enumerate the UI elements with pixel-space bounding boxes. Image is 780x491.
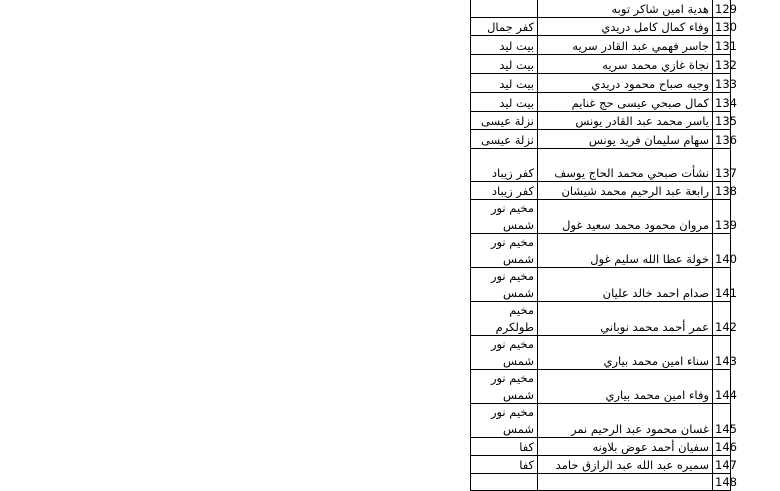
location-cell[interactable]: مخيم نور شمس (471, 404, 538, 438)
location-cell[interactable]: مخيم نور شمس (471, 200, 538, 234)
table-row (471, 234, 731, 268)
location-cell[interactable]: كفا (471, 438, 538, 456)
name-cell[interactable]: وفاء امين محمد بياري (538, 370, 713, 404)
name-cell[interactable]: سميره عبد الله عبد الرازق حامد (538, 456, 713, 474)
location-cell[interactable]: نزلة عيسى (471, 130, 538, 149)
spreadsheet-table-region (470, 0, 737, 491)
location-cell[interactable] (471, 474, 538, 491)
location-cell[interactable]: كفر جمال (471, 18, 538, 36)
row-number-cell[interactable]: 143 (713, 336, 731, 370)
location-cell[interactable]: مخيم نور شمس (471, 268, 538, 302)
name-cell[interactable]: ياسر محمد عبد القادر يونس (538, 112, 713, 130)
location-cell[interactable]: مخيم نور شمس (471, 234, 538, 268)
table-row (471, 112, 731, 130)
location-cell[interactable]: كفا (471, 456, 538, 474)
name-cell[interactable]: سفيان أحمد عوض بلاونه (538, 438, 713, 456)
location-cell[interactable]: نزلة عيسى (471, 112, 538, 130)
table-row (471, 182, 731, 200)
row-number-cell[interactable]: 135 (713, 112, 731, 130)
location-cell[interactable] (471, 0, 538, 18)
table-row (471, 404, 731, 438)
name-cell[interactable]: جاسر فهمي عبد القادر سريه (538, 36, 713, 55)
row-number-cell[interactable]: 130 (713, 18, 731, 36)
table-body (471, 0, 737, 491)
name-cell[interactable]: صدام احمد خالد عليان (538, 268, 713, 302)
row-number-cell[interactable]: 141 (713, 268, 731, 302)
row-number-cell[interactable]: 136 (713, 130, 731, 149)
row-number-cell[interactable]: 132 (713, 55, 731, 74)
row-number-cell[interactable]: 131 (713, 36, 731, 55)
name-cell[interactable]: مروان محمود محمد سعيد غول (538, 200, 713, 234)
row-number-cell[interactable]: 137 (713, 149, 731, 182)
row-number-cell[interactable]: 142 (713, 302, 731, 336)
row-number-cell[interactable]: 140 (713, 234, 731, 268)
name-cell[interactable]: عمر أحمد محمد نوباني (538, 302, 713, 336)
names-table (470, 0, 737, 491)
row-number-cell[interactable]: 147 (713, 456, 731, 474)
table-row (471, 302, 731, 336)
table-row (471, 130, 731, 149)
name-cell[interactable]: غسان محمود عبد الرحيم نمر (538, 404, 713, 438)
name-cell[interactable]: وجيه صباح محمود دريدي (538, 74, 713, 93)
table-row (471, 200, 731, 234)
location-cell[interactable]: مخيم طولكرم (471, 302, 538, 336)
row-number-cell[interactable]: 146 (713, 438, 731, 456)
name-cell[interactable]: هدية امين شاكر توبه (538, 0, 713, 18)
name-cell[interactable]: نشأت صبحي محمد الحاج يوسف (538, 149, 713, 182)
table-row (471, 336, 731, 370)
row-number-cell[interactable]: 144 (713, 370, 731, 404)
location-cell[interactable]: بيت ليد (471, 55, 538, 74)
row-number-cell[interactable]: 138 (713, 182, 731, 200)
table-row (471, 74, 731, 93)
location-cell[interactable]: مخيم نور شمس (471, 370, 538, 404)
name-cell[interactable]: كمال صبحي عيسى حج غنايم (538, 93, 713, 112)
location-cell[interactable]: كفر زيباد (471, 149, 538, 182)
table-row (471, 93, 731, 112)
table-row (471, 18, 731, 36)
location-cell[interactable]: كفر زيباد (471, 182, 538, 200)
table-row (471, 474, 731, 491)
row-number-cell[interactable]: 129 (713, 0, 731, 18)
name-cell[interactable]: خولة عطا الله سليم غول (538, 234, 713, 268)
table-row (471, 370, 731, 404)
location-cell[interactable]: بيت ليد (471, 36, 538, 55)
row-number-cell[interactable]: 145 (713, 404, 731, 438)
row-number-cell[interactable]: 139 (713, 200, 731, 234)
row-number-cell[interactable]: 148 (713, 474, 731, 491)
name-cell[interactable] (538, 474, 713, 491)
name-cell[interactable]: سهام سليمان فريد يونس (538, 130, 713, 149)
name-cell[interactable]: سناء امين محمد بياري (538, 336, 713, 370)
location-cell[interactable]: بيت ليد (471, 93, 538, 112)
table-row (471, 268, 731, 302)
table-row (471, 149, 731, 182)
location-cell[interactable]: مخيم نور شمس (471, 336, 538, 370)
row-number-cell[interactable]: 133 (713, 74, 731, 93)
name-cell[interactable]: وفاء كمال كامل دريدي (538, 18, 713, 36)
table-row (471, 438, 731, 456)
table-row (471, 55, 731, 74)
row-number-cell[interactable]: 134 (713, 93, 731, 112)
name-cell[interactable]: نجاة غازي محمد سريه (538, 55, 713, 74)
location-cell[interactable]: بيت ليد (471, 74, 538, 93)
name-cell[interactable]: رابعة عبد الرحيم محمد شيشان (538, 182, 713, 200)
table-row (471, 456, 731, 474)
table-row (471, 36, 731, 55)
table-row (471, 0, 731, 18)
